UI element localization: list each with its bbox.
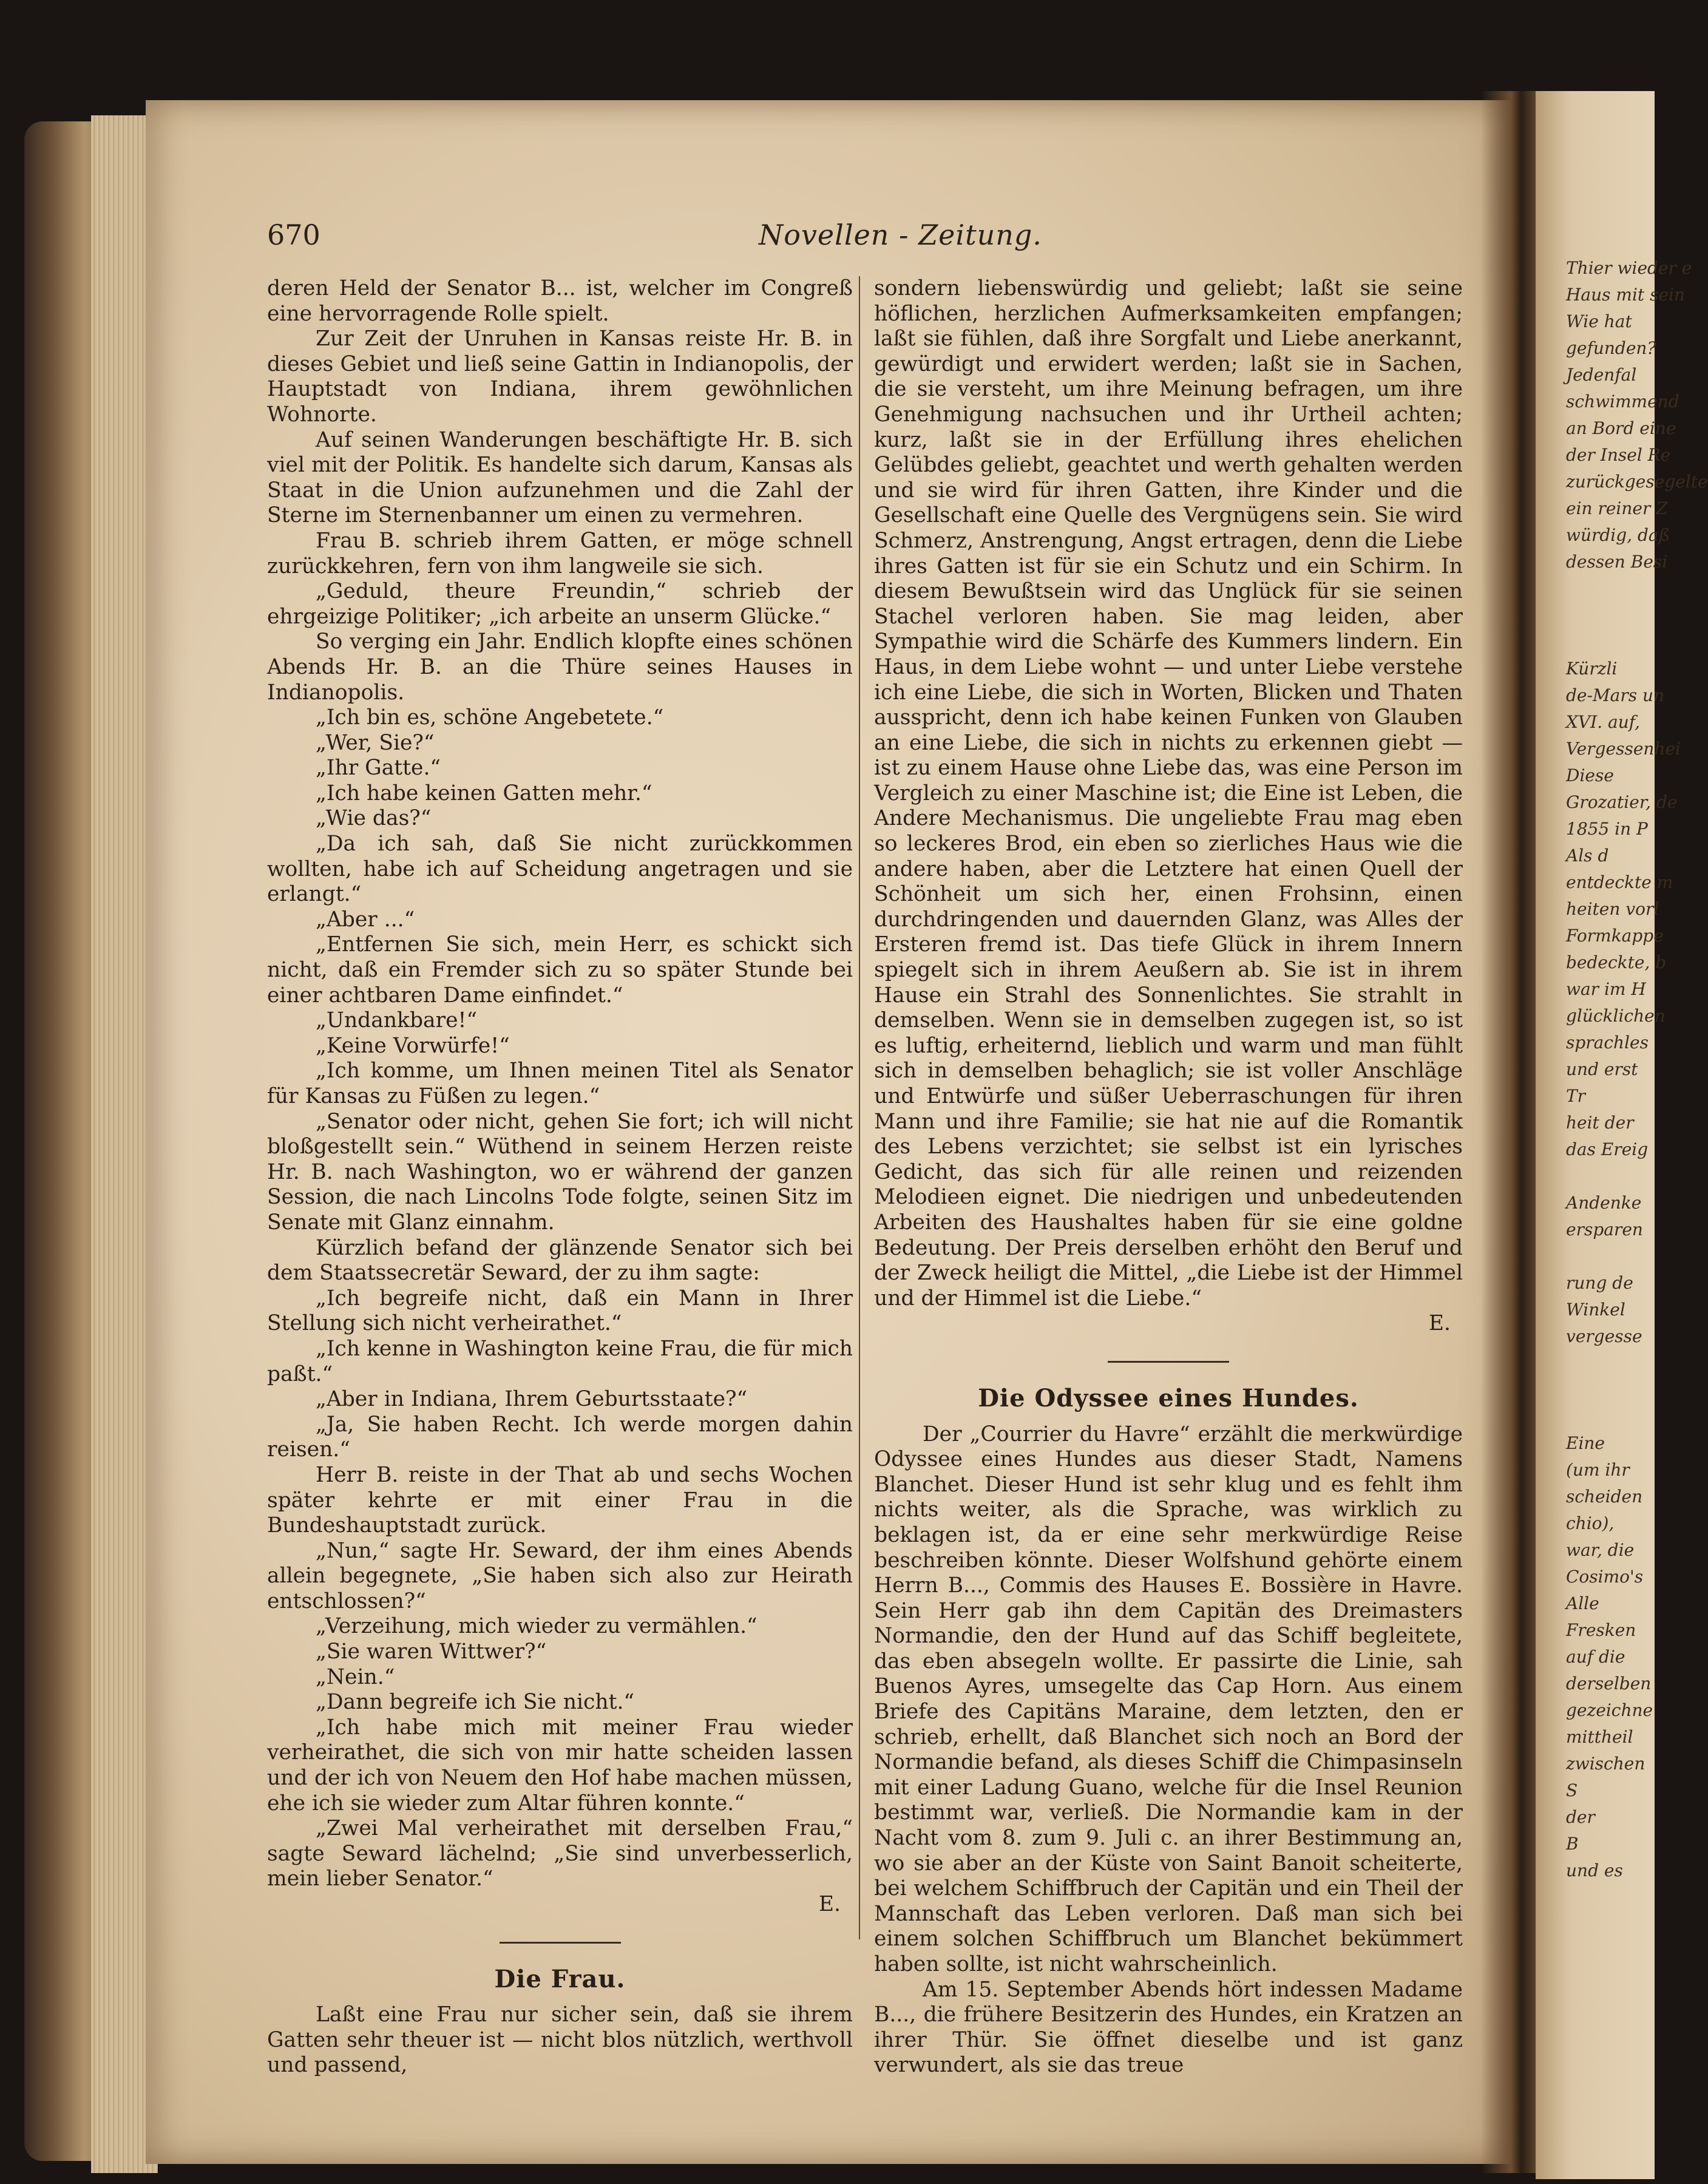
paragraph: „Zwei Mal verheirathet mit derselben Frau,“ sagte Seward lächelnd; „Sie sind unverbesserlich, mein lieber Senator.“ xyxy=(267,1816,853,1891)
fragment-line: an Bord eine xyxy=(1566,418,1676,438)
paragraph: „Ich bin es, schöne Angebetete.“ xyxy=(316,705,664,730)
fragment-line: Als d xyxy=(1566,846,1609,866)
left-signature: E. xyxy=(818,1892,841,1916)
fragment-line: Jedenfal xyxy=(1566,365,1637,385)
paragraph: „Ich kenne in Washington keine Frau, die für mich paßt.“ xyxy=(267,1336,853,1386)
fragment-line: sprachles xyxy=(1566,1033,1649,1053)
paragraph: „Ich begreife nicht, daß ein Mann in Ihrer Stellung sich nicht verheirathet.“ xyxy=(267,1286,853,1336)
fragment-line: bedeckte, b xyxy=(1566,952,1667,972)
fragment-line: ersparen xyxy=(1566,1219,1643,1240)
fragment-line: Tr xyxy=(1566,1086,1586,1106)
paragraph: „Senator oder nicht, gehen Sie fort; ich will nicht bloßgestellt sein.“ Wüthend in seinem Herzen reiste Hr. B. nach Washington, wo er während der ganzen Session, die nach Lincolns Tode folgte, seinen Sitz im Senate mit Glanz einnahm. xyxy=(267,1109,853,1235)
fragment-line: das Ereig xyxy=(1566,1139,1649,1159)
fragment-line xyxy=(1566,1403,1655,1430)
fragment-line: der xyxy=(1566,1807,1595,1827)
fragment-line: würdig, daß xyxy=(1566,525,1670,545)
paragraph: Auf seinen Wanderungen beschäftigte Hr. B. sich viel mit der Politik. Es handelte sich darum, Kansas als Staat in die Union aufzunehmen und die Zahl der Sterne im Sternenbanner um einen zu vermehren. xyxy=(267,427,853,528)
fragment-line: Haus mit sein xyxy=(1566,285,1685,305)
paragraph: „Ja, Sie haben Recht. Ich werde morgen dahin reisen.“ xyxy=(267,1412,853,1462)
fragment-line: Eine xyxy=(1566,1433,1605,1453)
paragraph: „Entfernen Sie sich, mein Herr, es schickt sich nicht, daß ein Fremder sich zu so später Stunde bei einer achtbaren Dame einfindet.“ xyxy=(267,932,853,1008)
fragment-line xyxy=(1566,1350,1655,1377)
fragment-line: (um ihr xyxy=(1566,1460,1630,1480)
facing-page-text-fragment xyxy=(1566,255,1708,1884)
fragment-line: Formkappe xyxy=(1566,926,1664,946)
fragment-line: entdeckte m xyxy=(1566,872,1673,892)
fragment-line: B xyxy=(1566,1834,1579,1854)
fragment-line: zurückgesegelte xyxy=(1566,472,1708,492)
fragment-line: vergesse xyxy=(1566,1326,1642,1346)
paragraph: Am 15. September Abends hört indessen Madame B..., die frühere Besitzerin des Hundes, ein Kratzen an ihrer Thür. Sie öffnet dieselbe und ist ganz verwundert, als sie das treue xyxy=(874,1977,1463,2078)
fragment-line xyxy=(1566,602,1655,629)
paragraph: „Geduld, theure Freundin,“ schrieb der ehrgeizige Politiker; „ich arbeite an unserm Glücke.“ xyxy=(267,579,853,629)
fragment-line: Alle xyxy=(1566,1593,1599,1613)
paragraph: Der „Courrier du Havre“ erzählt die merkwürdige Odyssee eines Hundes aus dieser Stadt, Namens Blanchet. Dieser Hund ist sehr klug und es fehlt ihm nichts weiter, als die Sprache, was wirklich zu beklagen ist, da er eine sehr merkwürdige Reise beschreiben könnte. Dieser Wolfshund gehörte einem Herrn B..., Commis des Hauses E. Bossière in Havre. Sein Herr gab ihn dem Capitän des Dreimasters Normandie, den der Hund auf das Schiff begleitete, das eben absegeln wollte. Er passirte die Linie, sah Buenos Ayres, umsegelte das Cap Horn. Aus einem Briefe des Capitäns Maraine, dem letzten, den er schrieb, erhellt, daß Blanchet sich noch an Bord der Normandie befand, als dieses Schiff die Chimpasinseln mit einer Ladung Guano, welche für die Insel Reunion bestimmt war, verließ. Die Normandie kam in der Nacht vom 8. zum 9. Juli c. an ihrer Bestimmung an, wo sie aber an der Küste von Saint Banoit scheiterte, bei welchem Schiffbruch der Capitän und ein Theil der Mannschaft das Leben verloren. Daß man sich bei einem solchen Schiffbruch um Blanchet bekümmert haben sollte, ist nicht wahrscheinlich. xyxy=(874,1422,1463,1976)
fragment-line: Vergessenhei xyxy=(1566,739,1681,759)
paragraph: „Verzeihung, mich wieder zu vermählen.“ xyxy=(316,1614,757,1639)
fragment-line: Thier wieder e xyxy=(1566,258,1692,278)
fragment-line: mittheil xyxy=(1566,1727,1633,1747)
fragment-line: rung de xyxy=(1566,1273,1633,1293)
fragment-line xyxy=(1566,1377,1655,1403)
paragraph: „Ich komme, um Ihnen meinen Titel als Senator für Kansas zu Füßen zu legen.“ xyxy=(267,1059,853,1108)
paragraph: Frau B. schrieb ihrem Gatten, er möge schnell zurückkehren, fern von ihm langweile sie sich. xyxy=(267,528,853,578)
paragraph: „Nein.“ xyxy=(316,1664,395,1689)
fragment-line: war im H xyxy=(1566,979,1646,999)
fragment-line: Andenke xyxy=(1566,1193,1642,1213)
right-signature: E. xyxy=(1428,1311,1451,1336)
paragraph: „Nun,“ sagte Hr. Seward, der ihm eines Abends allein begegnete, „Sie haben sich also zur Heirath entschlossen?“ xyxy=(267,1538,853,1613)
fragment-line: gefunden? xyxy=(1566,338,1656,358)
paragraph: „Keine Vorwürfe!“ xyxy=(316,1033,510,1058)
fragment-line: war, die xyxy=(1566,1540,1635,1560)
paragraph: „Aber in Indiana, Ihrem Geburtsstaate?“ xyxy=(316,1387,748,1412)
fragment-line: gezeichne xyxy=(1566,1700,1653,1720)
section-title-die-frau: Die Frau. xyxy=(494,1964,626,1993)
die-frau-paragraphs xyxy=(267,2003,853,2078)
section-divider xyxy=(1108,1361,1229,1363)
fragment-line: ein reiner Z xyxy=(1566,498,1668,518)
fragment-line: zwischen xyxy=(1566,1754,1645,1774)
paragraph: „Wer, Sie?“ xyxy=(316,730,435,755)
left-column-paragraphs xyxy=(267,276,853,1892)
paragraph: Zur Zeit der Unruhen in Kansas reiste Hr. B. in dieses Gebiet und ließ seine Gattin in Indianopolis, der Hauptstadt von Indiana, ihrem gewöhnlichen Wohnorte. xyxy=(267,327,853,427)
fragment-line: glücklichen xyxy=(1566,1006,1666,1026)
left-column xyxy=(267,276,853,2078)
fragment-line: Fresken xyxy=(1566,1620,1636,1640)
paragraph: „Aber ...“ xyxy=(316,907,415,932)
fragment-line: heit der xyxy=(1566,1113,1634,1133)
journal-title: Novellen - Zeitung. xyxy=(759,219,1042,251)
page-number: 670 xyxy=(267,219,320,251)
fragment-line: de-Mars un xyxy=(1566,685,1665,705)
paragraph: „Dann begreife ich Sie nicht.“ xyxy=(316,1690,635,1715)
fragment-line: XVI. auf, xyxy=(1566,712,1641,732)
fragment-line xyxy=(1566,629,1655,656)
fragment-line: derselben xyxy=(1566,1674,1652,1694)
fragment-line: Winkel xyxy=(1566,1300,1625,1320)
fragment-line: chio), xyxy=(1566,1513,1615,1533)
paragraph: „Ich habe mich mit meiner Frau wieder verheirathet, die sich von mir hatte scheiden lassen und der ich von Neuem den Hof habe machen müssen, ehe ich sie wieder zum Altar führen konnte.“ xyxy=(267,1715,853,1816)
paragraph: deren Held der Senator B... ist, welcher im Congreß eine hervorragende Rolle spielt. xyxy=(267,276,853,326)
paragraph: „Sie waren Wittwer?“ xyxy=(316,1640,547,1664)
paragraph: Kürzlich befand der glänzende Senator sich bei dem Staatssecretär Seward, der zu ihm sagte: xyxy=(267,1235,853,1286)
fragment-line: Wie hat xyxy=(1566,311,1632,331)
fragment-line: schwimmend xyxy=(1566,392,1679,412)
paragraph: „Ihr Gatte.“ xyxy=(316,756,441,781)
section-divider xyxy=(500,1942,621,1944)
fragment-line: der Insel Re xyxy=(1566,445,1671,465)
fragment-line: und erst xyxy=(1566,1059,1638,1079)
paragraph: So verging ein Jahr. Endlich klopfte eines schönen Abends Hr. B. an die Thüre seines Hauses in Indianopolis. xyxy=(267,629,853,705)
right-column xyxy=(874,276,1463,2078)
right-column-paragraphs xyxy=(874,276,1463,1311)
fragment-line xyxy=(1566,1243,1655,1270)
paragraph: sondern liebenswürdig und geliebt; laßt sie seine höflichen, herzlichen Aufmerksamkeiten empfangen; laßt sie fühlen, daß ihre Sorgfalt und Liebe anerkannt, gewürdigt und erwidert werden; laßt sie in Sachen, die sie versteht, um ihre Meinung befragen, um ihre Genehmigung nachsuchen und ihr Urtheil achten; kurz, laßt sie in der Erfüllung ihres ehelichen Gelübdes geliebt, geachtet und werth gehalten werden und sie wird für ihren Gatten, ihre Kinder und die Gesellschaft eine Quelle des Vergnügens sein. Sie wird Schmerz, Anstrengung, Angst ertragen, denn die Liebe ihres Gatten ist für sie ein Schutz und ein Schirm. In diesem Bewußtsein wird das Unglück für sie seinen Stachel verloren haben. Sie mag leiden, aber Sympathie wird die Schärfe des Kummers lindern. Ein Haus, in dem Liebe wohnt — und unter Liebe verstehe ich eine Liebe, die sich in Worten, Blicken und Thaten ausspricht, denn ich habe keinen Funken von Glauben an eine Liebe, die sich in nichts zu erkennen giebt — ist zu einem Hause ohne Liebe das, was eine Person im Vergleich zu einer Maschine ist; die Eine ist Leben, die Andere Mechanismus. Die ungeliebte Frau mag eben so leckeres Brod, ein eben so zierliches Haus wie die andere haben, aber die Letztere hat einen Quell der Schönheit um sich her, einen Frohsinn, einen durchdringenden und dauernden Glanz, was Alles der Ersteren fremd ist. Das tiefe Glück in ihrem Innern spiegelt sich in ihrem Aeußern ab. Sie ist in ihrem Hause ein Strahl des Sonnenlichtes. Sie strahlt in demselben. Wenn sie in demselben zugegen ist, so ist es luftig, erheiternd, lieblich und warm und man fühlt sich in demselben behaglich; sie ist voller Anschläge und Entwürfe und süßer Ueberraschungen für ihren Mann und ihre Familie; sie hat nie auf die Romantik des Lebens verzichtet; sie selbst ist ein lyrisches Gedicht, das sich für alle reinen und reizenden Melodieen eignet. Die niedrigen und unbedeutenden Arbeiten des Haushaltes haben für sie eine goldne Bedeutung. Der Preis derselben erhöht den Beruf und der Zweck heiligt die Mittel, „die Liebe ist der Himmel und der Himmel ist die Liebe.“ xyxy=(874,276,1463,1311)
column-divider xyxy=(859,276,860,1939)
fragment-line: S xyxy=(1566,1780,1578,1800)
odyssee-paragraphs xyxy=(874,1422,1463,2078)
fragment-line xyxy=(1566,575,1655,602)
fragment-line: auf die xyxy=(1566,1647,1625,1667)
paragraph: „Wie das?“ xyxy=(316,806,432,831)
paragraph: Laßt eine Frau nur sicher sein, daß sie ihrem Gatten sehr theuer ist — nicht blos nützlich, werthvoll und passend, xyxy=(267,2003,853,2078)
fragment-line: 1855 in P xyxy=(1566,819,1648,839)
fragment-line: und es xyxy=(1566,1860,1623,1880)
fragment-line xyxy=(1566,1163,1655,1190)
fragment-line: Kürzli xyxy=(1566,659,1618,679)
fragment-line: Cosimo's xyxy=(1566,1567,1644,1587)
fragment-line: heiten vorl xyxy=(1566,899,1659,919)
fragment-line: dessen Besi xyxy=(1566,552,1668,572)
paragraph: „Da ich sah, daß Sie nicht zurückkommen wollten, habe ich auf Scheidung angetragen und sie erlangt.“ xyxy=(267,832,853,907)
section-title-odyssee: Die Odyssee eines Hundes. xyxy=(978,1383,1359,1412)
fragment-line: Diese xyxy=(1566,765,1614,785)
paragraph: „Ich habe keinen Gatten mehr.“ xyxy=(316,781,652,805)
paragraph: „Undankbare!“ xyxy=(316,1008,478,1033)
fragment-line: scheiden xyxy=(1566,1487,1643,1507)
fragment-line: Grozatier, de xyxy=(1566,792,1678,812)
paragraph: Herr B. reiste in der That ab und sechs Wochen später kehrte er mit einer Frau in die Bundeshauptstadt zurück. xyxy=(267,1462,853,1538)
